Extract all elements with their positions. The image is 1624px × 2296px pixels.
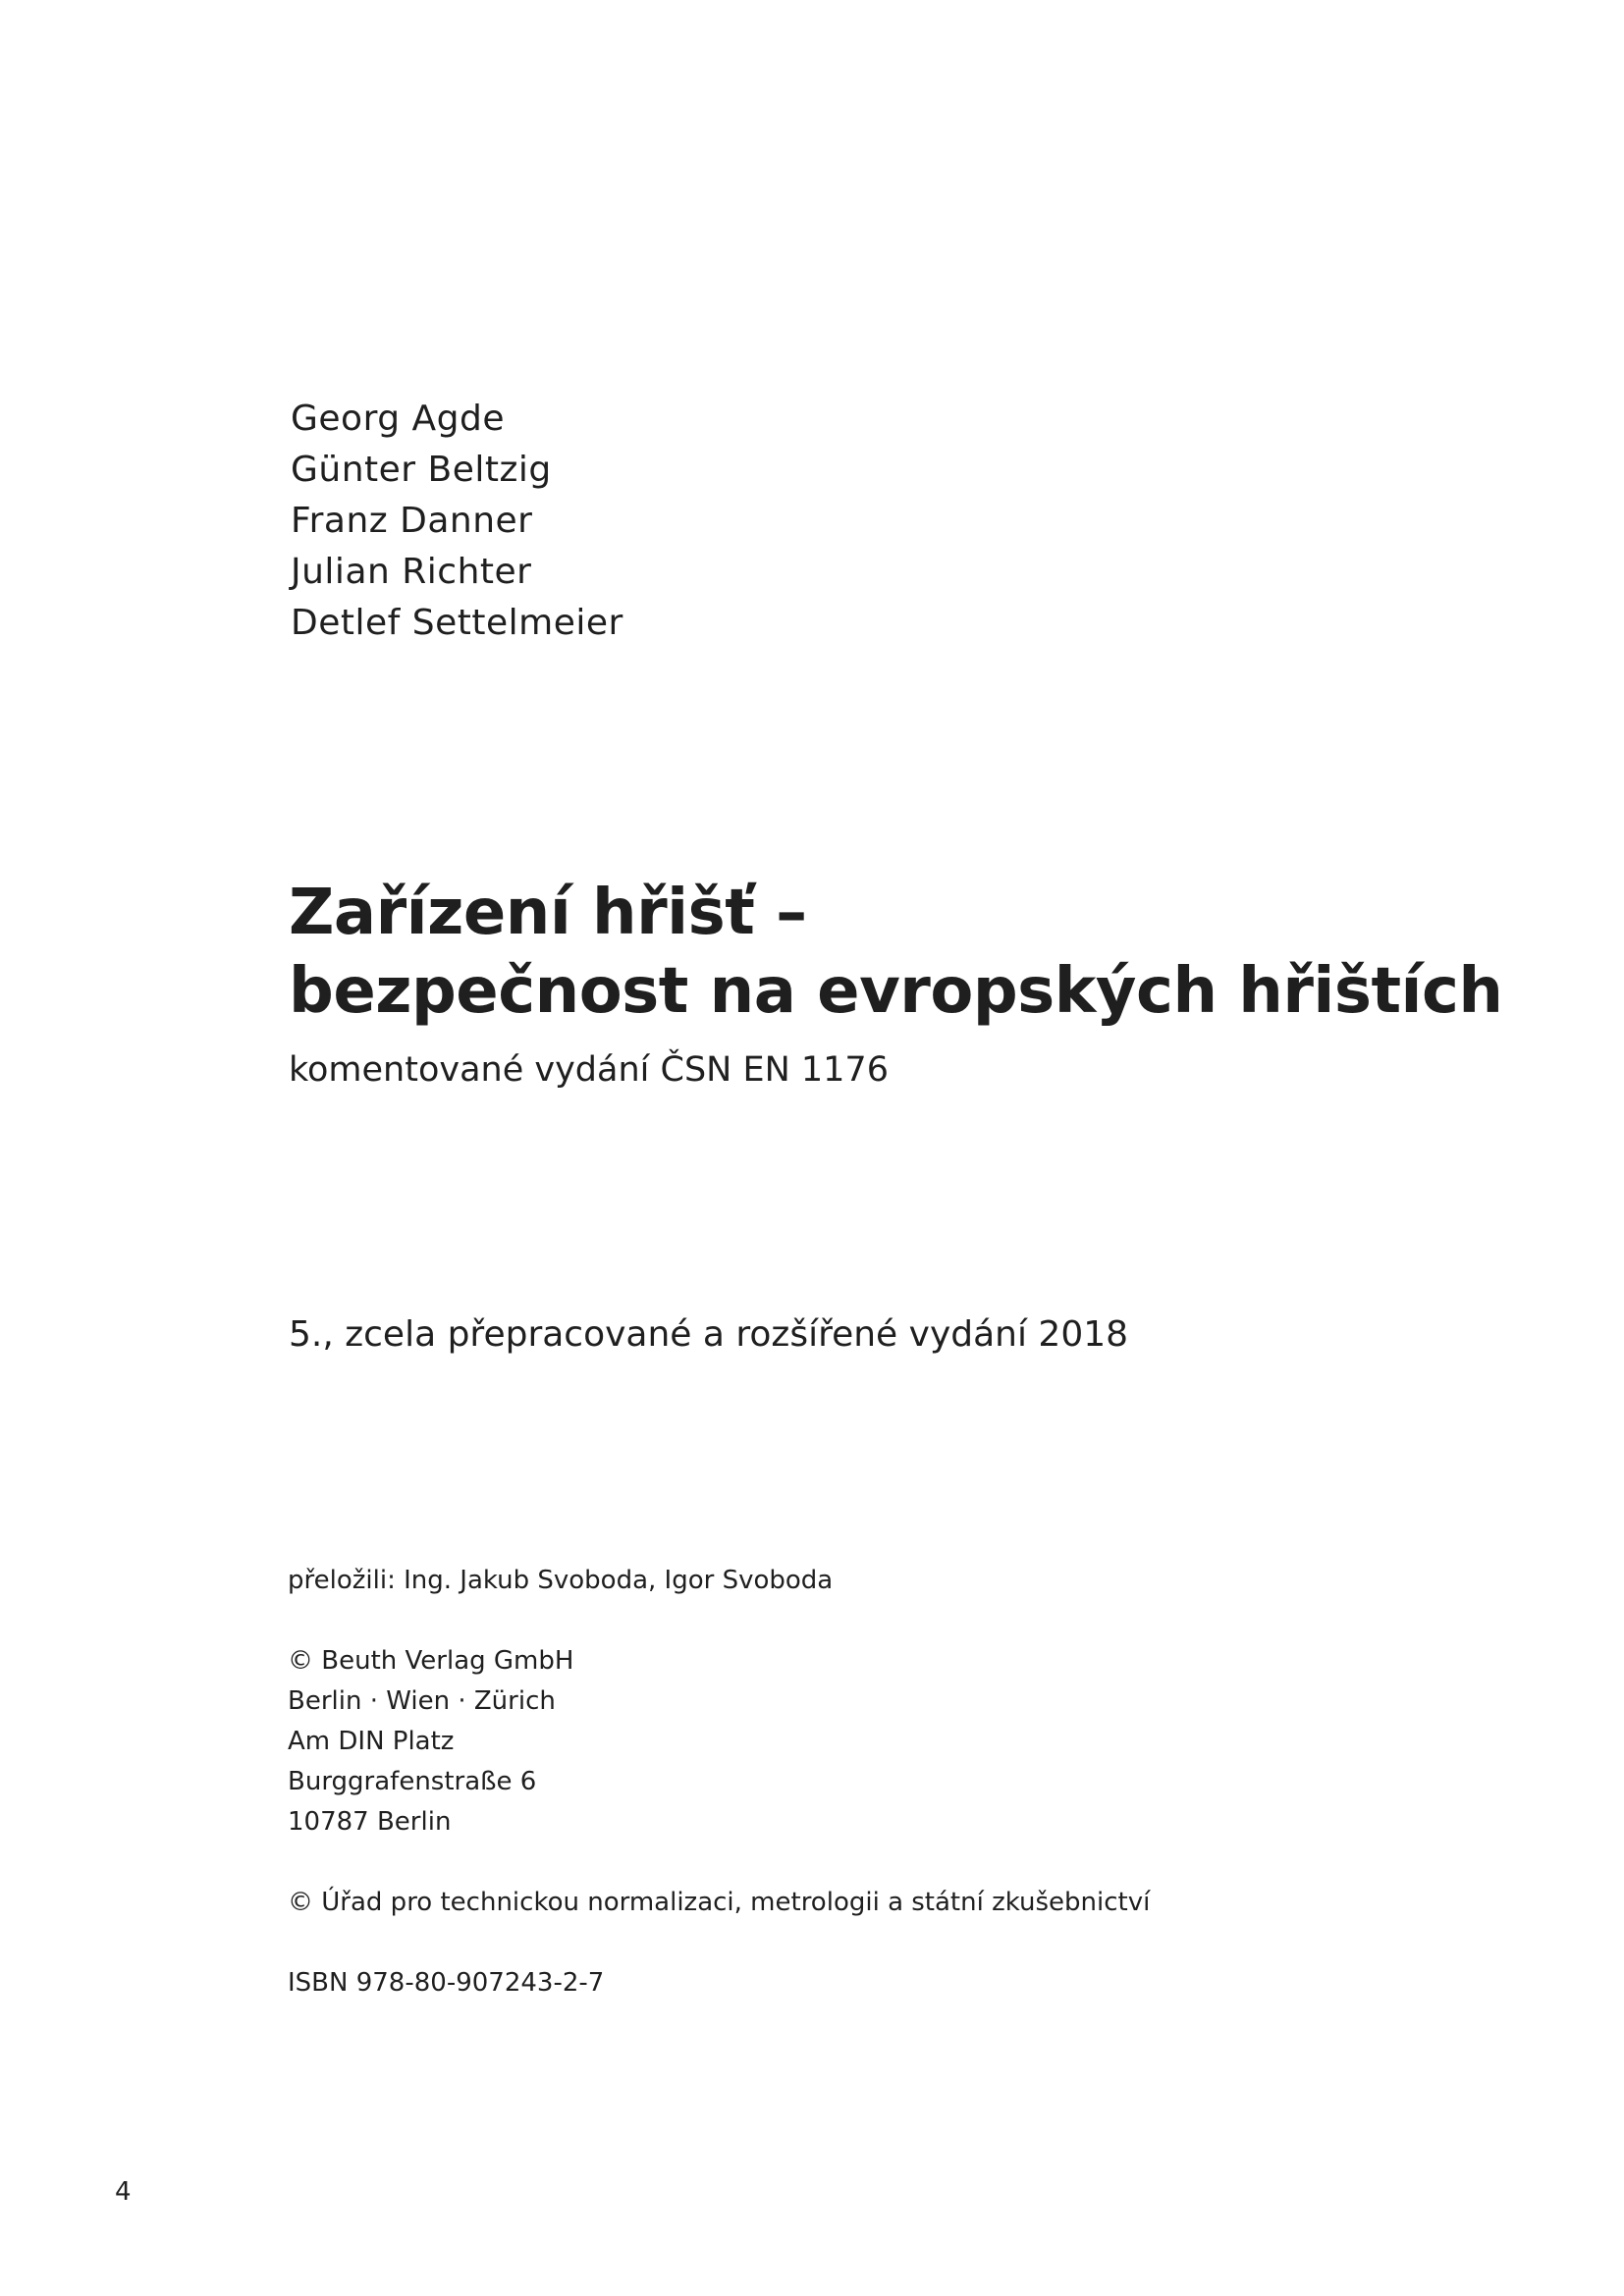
book-title-line-2: bezpečnost na evropských hřištích [289,955,1503,1028]
author-name: Georg Agde [291,399,506,439]
book-subtitle: komentované vydání ČSN EN 1176 [289,1050,889,1090]
isbn: ISBN 978-80-907243-2-7 [288,1968,605,1998]
edition-note: 5., zcela přepracované a rozšířené vydání 2018 [289,1314,1129,1355]
publisher-name: © Beuth Verlag GmbH [288,1646,574,1676]
author-name: Julian Richter [291,552,532,592]
publisher-postcode-city: 10787 Berlin [288,1807,452,1837]
author-name: Franz Danner [291,501,533,541]
page-number: 4 [115,2177,132,2207]
author-list [291,394,623,649]
publisher-block [288,1641,573,1842]
publisher-street: Burggrafenstraße 6 [288,1767,537,1796]
publisher-cities: Berlin · Wien · Zürich [288,1686,556,1716]
book-title-line-1: Zařízení hřišť – [289,877,807,949]
author-name: Günter Beltzig [291,450,552,490]
office-copyright: © Úřad pro technickou normalizaci, metrologii a státní zkušebnictví [288,1888,1151,1917]
book-title [289,874,1502,1031]
publisher-address-line: Am DIN Platz [288,1727,455,1756]
author-name: Detlef Settelmeier [291,603,623,643]
translators-credit: přeložili: Ing. Jakub Svoboda, Igor Svoboda [288,1566,834,1595]
